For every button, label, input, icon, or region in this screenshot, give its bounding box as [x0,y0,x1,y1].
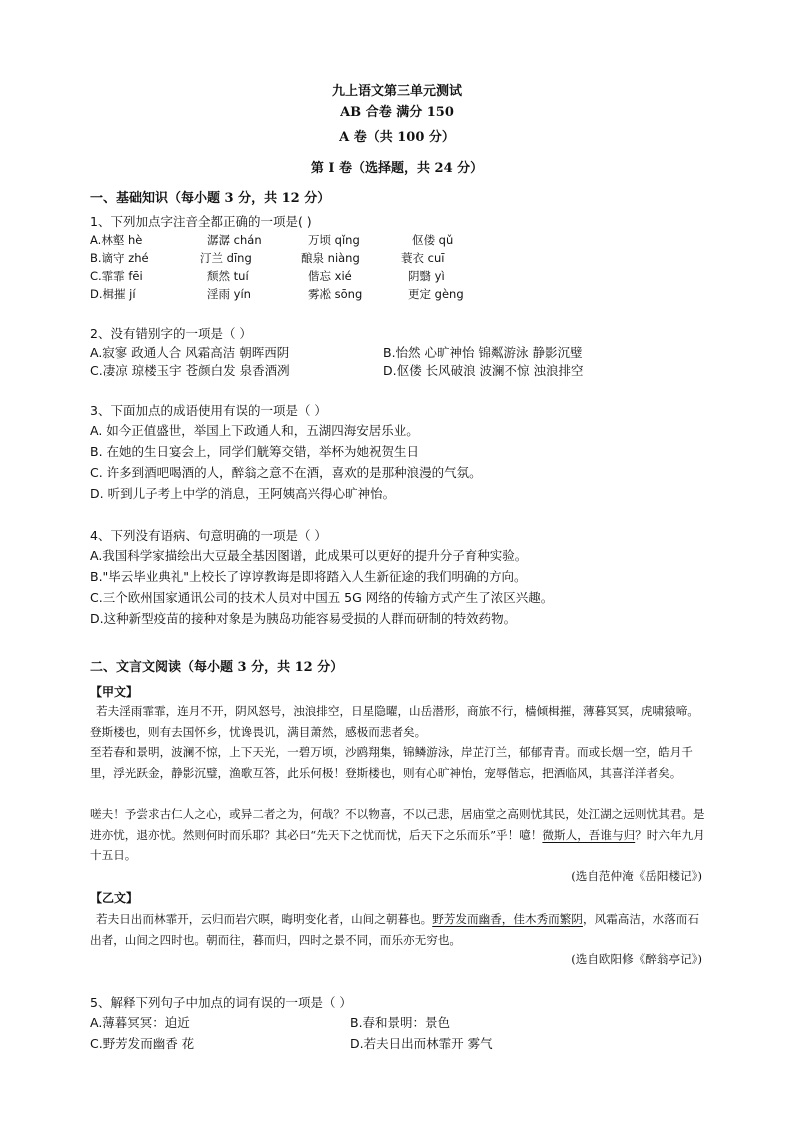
yi-paragraph-1 [90,909,706,950]
question-5-stem: 5、解释下列句子中加点的词有误的一项是（ ） [90,995,352,1010]
question-3-stem: 3、下面加点的成语使用有误的一项是（ ） [90,403,327,418]
yi-label: 【乙文】 [90,891,139,905]
jia-underlined-sentence: 微斯人，吾谁与归 [542,827,636,842]
part-one-heading: 第 I 卷（选择题，共 24 分） [310,161,484,176]
q1-option-cell: 偕忘 xié [308,269,352,283]
q4-option-b: B."毕云毕业典礼"上校长了谆谆教诲是即将踏入人生新征途的我们明确的方向。 [90,569,527,584]
question-1-stem: 1、下列加点字注音全都正确的一项是( ) [90,214,312,229]
q1-option-cell: 雾凇 sōng [308,287,363,301]
q3-option-c: C. 许多到酒吧喝酒的人，醉翁之意不在酒，喜欢的是那种浪漫的气氛。 [90,465,482,480]
q1-option-cell: C.霏霏 fēi [90,269,143,283]
jia-paragraph-3 [90,804,706,866]
volume-a-heading: A 卷（共 100 分） [339,130,455,145]
q5-option-d: D.若夫日出而林霏开 雾气 [350,1036,493,1051]
q3-option-d: D. 听到儿子考上中学的消息，王阿姨高兴得心旷神怡。 [90,486,396,501]
q1-option-cell: 更定 gèng [408,287,464,301]
jia-paragraph-2: 至若春和景明，波澜不惊，上下天光，一碧万顷，沙鸥翔集，锦鳞游泳，岸芷汀兰，郁郁青青。而或长烟一空，皓月千里，浮光跃金，静影沉璧，渔歌互答，此乐何极！登斯楼也，则有心旷神怡，宠辱偕忘，把酒临风，其喜洋洋者矣。 [90,745,693,780]
q2-option-c: C.凄凉 琼楼玉宇 苍颜白发 泉香酒冽 [90,363,290,378]
q1-option-cell: 蓑衣 cuī [401,251,445,265]
q3-option-b: B. 在她的生日宴会上，同学们觥筹交错，举杯为她祝贺生日 [90,444,420,459]
q1-option-cell: 阴翳 yì [408,269,445,283]
q5-option-c: C.野芳发而幽香 花 [90,1036,195,1051]
jia-paragraph-3-text: 嗟夫！予尝求古仁人之心，或异二者之为，何哉？不以物喜，不以己悲，居庙堂之高则忧其民，处江湖之远则忧其君。是进亦忧，退亦忧。然则何时而乐耶？其必曰“先天下之忧而忧，后天下之乐而乐”乎！噫！ [90,807,705,842]
exam-subtitle: AB 合卷 满分 150 [340,105,454,120]
jia-source: (选自范仲淹《岳阳楼记》) [571,869,702,883]
question-4-stem: 4、下列没有语病、句意明确的一项是（ ） [90,528,327,543]
yi-source: (选自欧阳修《醉翁亭记》) [571,952,702,966]
q4-option-c: C.三个欧州国家通讯公司的技术人员对中国五 5G 网络的传输方式产生了浓区兴趣。 [90,590,554,605]
question-2-stem: 2、没有错别字的一项是（ ） [90,326,252,341]
yi-underlined-sentence: 野芳发而幽香，佳木秀而繁阴 [432,912,583,926]
q1-option-cell: B.谪守 zhé [90,251,149,265]
section-2-heading: 二、文言文阅读（每小题 3 分，共 12 分） [90,660,344,675]
section-1-heading: 一、基础知识（每小题 3 分，共 12 分） [90,191,331,206]
yi-paragraph-end: ，风霜高洁，水落而石出者，山间之四时也。朝而往，暮而归，四时之景不同，而乐亦无穷也。 [90,912,699,947]
q2-option-b: B.怡然 心旷神怡 锦粼游泳 静影沉璧 [383,345,583,360]
q1-option-cell: 颓然 tuí [207,269,249,283]
q4-option-d: D.这种新型疫苗的接种对象是为胰岛功能容易受损的人群而研制的特效药物。 [90,611,517,626]
q1-option-cell: D.楫摧 jí [90,287,136,301]
q1-option-cell: A.林壑 hè [90,233,143,247]
jia-paragraph-1: 若夫淫雨霏霏，连月不开，阴风怒号，浊浪排空，日星隐曜，山岳潜形，商旅不行，樯倾楫摧，薄暮冥冥，虎啸猿啼。登斯楼也，则有去国怀乡，忧谗畏讥，满目萧然，感极而悲者矣。 [90,704,699,739]
q2-option-a: A.寂寥 政通人合 风霜高洁 朝晖西阴 [90,345,290,360]
q1-option-cell: 潺潺 chán [207,233,262,247]
q1-option-cell: 汀兰 dīng [200,251,252,265]
exam-title: 九上语文第三单元测试 [331,84,462,99]
yi-paragraph-text: 若夫日出而林霏开，云归而岩穴暝，晦明变化者，山间之朝暮也。 [96,912,433,926]
q5-option-a: A.薄暮冥冥：迫近 [90,1015,190,1030]
q3-option-a: A. 如今正值盛世，举国上下政通人和，五湖四海安居乐业。 [90,423,419,438]
q1-option-cell: 淫雨 yín [207,287,251,301]
q5-option-b: B.春和景明：景色 [350,1015,451,1030]
q4-option-a: A.我国科学家描绘出大豆最全基因图谱，此成果可以更好的提升分子育种实验。 [90,548,528,563]
q1-option-cell: 万顷 qǐng [308,233,360,247]
q1-option-cell: 酿泉 niàng [301,251,360,265]
q1-option-cell: 伛偻 qǔ [412,233,454,247]
jia-label: 【甲文】 [90,685,139,699]
jia-paragraph-3-end: ？时六年九月十五日。 [90,827,705,862]
q2-option-d: D.伛偻 长风破浪 波澜不惊 浊浪排空 [383,363,584,378]
